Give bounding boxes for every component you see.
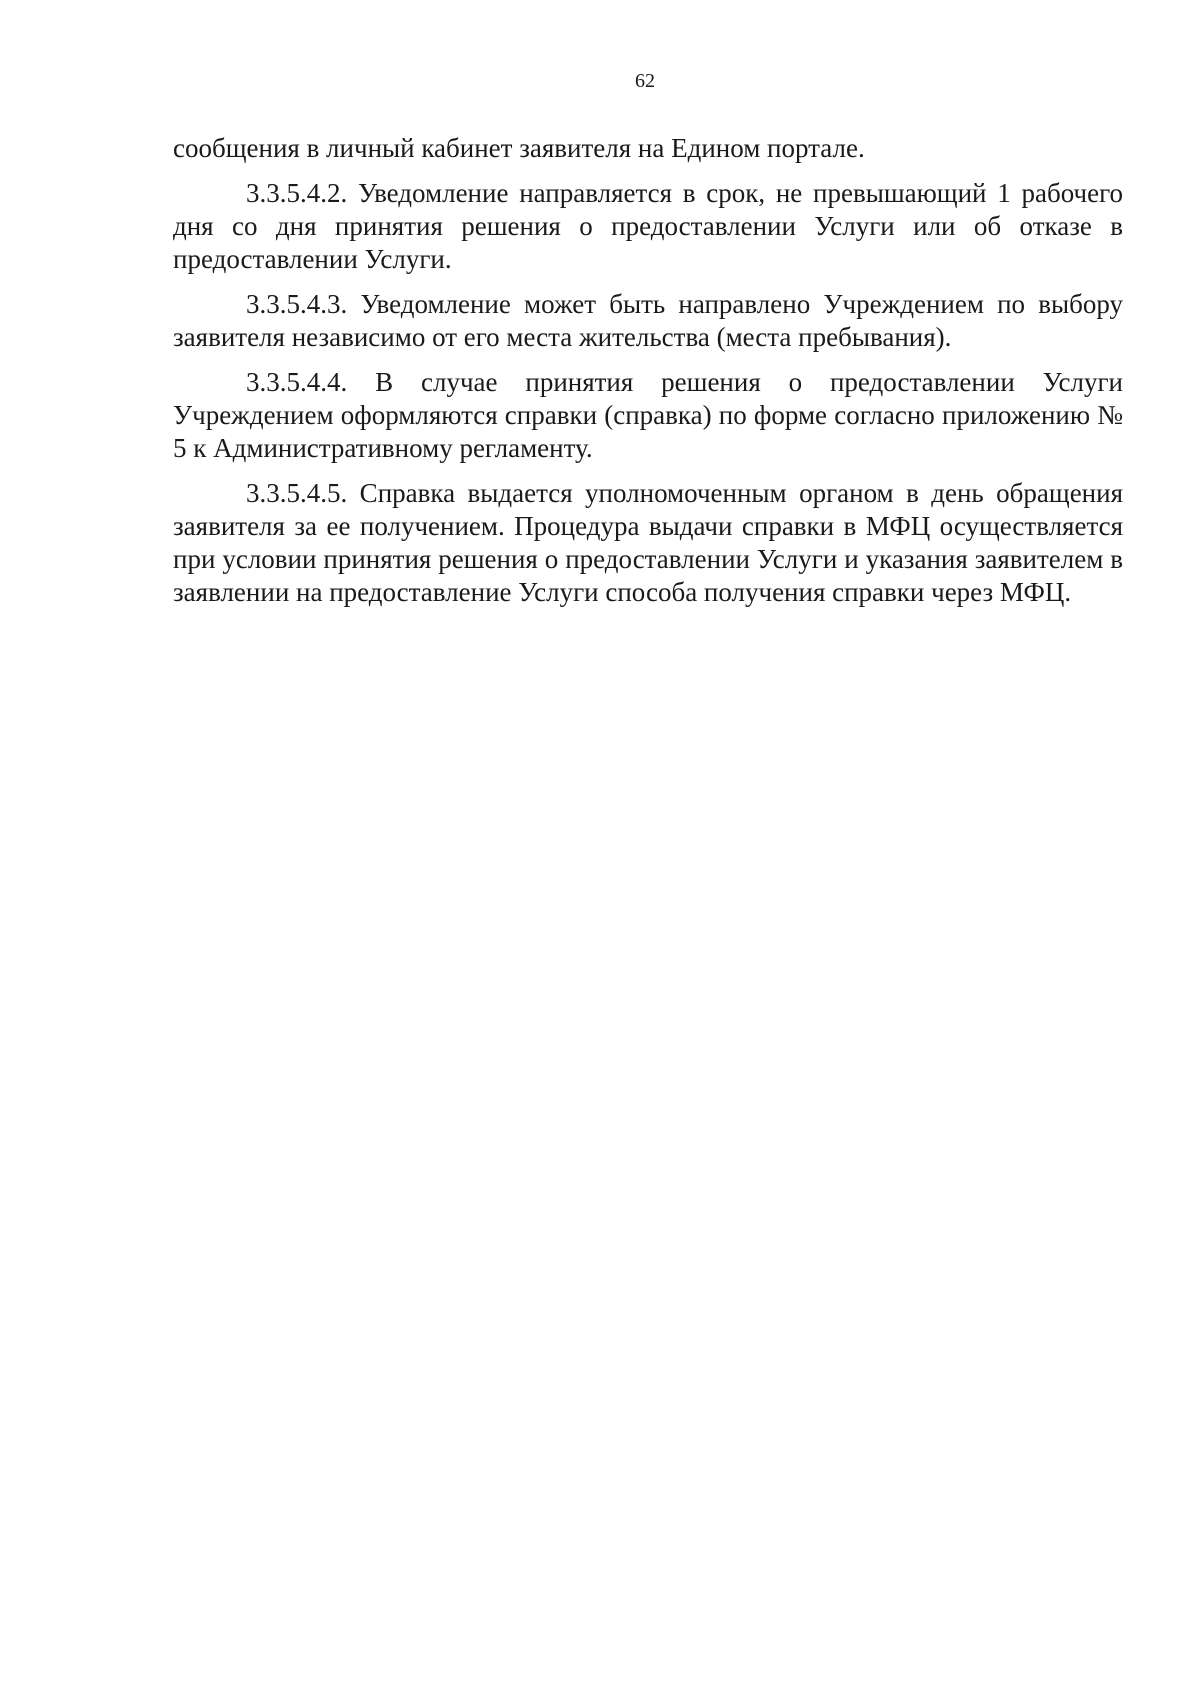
- paragraph-continuation: сообщения в личный кабинет заявителя на Едином портале.: [173, 133, 865, 163]
- paragraph-3-3-5-4-4: 3.3.5.4.4. В случае принятия решения о предоставлении Услуги Учреждением оформляются справки (справка) по форме согласно приложению № 5 к Административному регламенту.: [173, 367, 1123, 463]
- paragraph-3-3-5-4-2: 3.3.5.4.2. Уведомление направляется в срок, не превышающий 1 рабочего дня со дня принятия решения о предоставлении Услуги или об отказе в предоставлении Услуги.: [173, 178, 1123, 274]
- paragraph-3-3-5-4-3: 3.3.5.4.3. Уведомление может быть направлено Учреждением по выбору заявителя независимо от его места жительства (места пребывания).: [173, 289, 1123, 352]
- paragraph-3-3-5-4-5: 3.3.5.4.5. Справка выдается уполномоченным органом в день обращения заявителя за ее получением. Процедура выдачи справки в МФЦ осуществляется при условии принятия решения о предоставлении Услуги и указания заявителем в заявлении на предоставление Услуги способа получения справки через МФЦ.: [173, 478, 1123, 607]
- page-number: 62: [635, 70, 655, 92]
- document-body: [173, 132, 1123, 621]
